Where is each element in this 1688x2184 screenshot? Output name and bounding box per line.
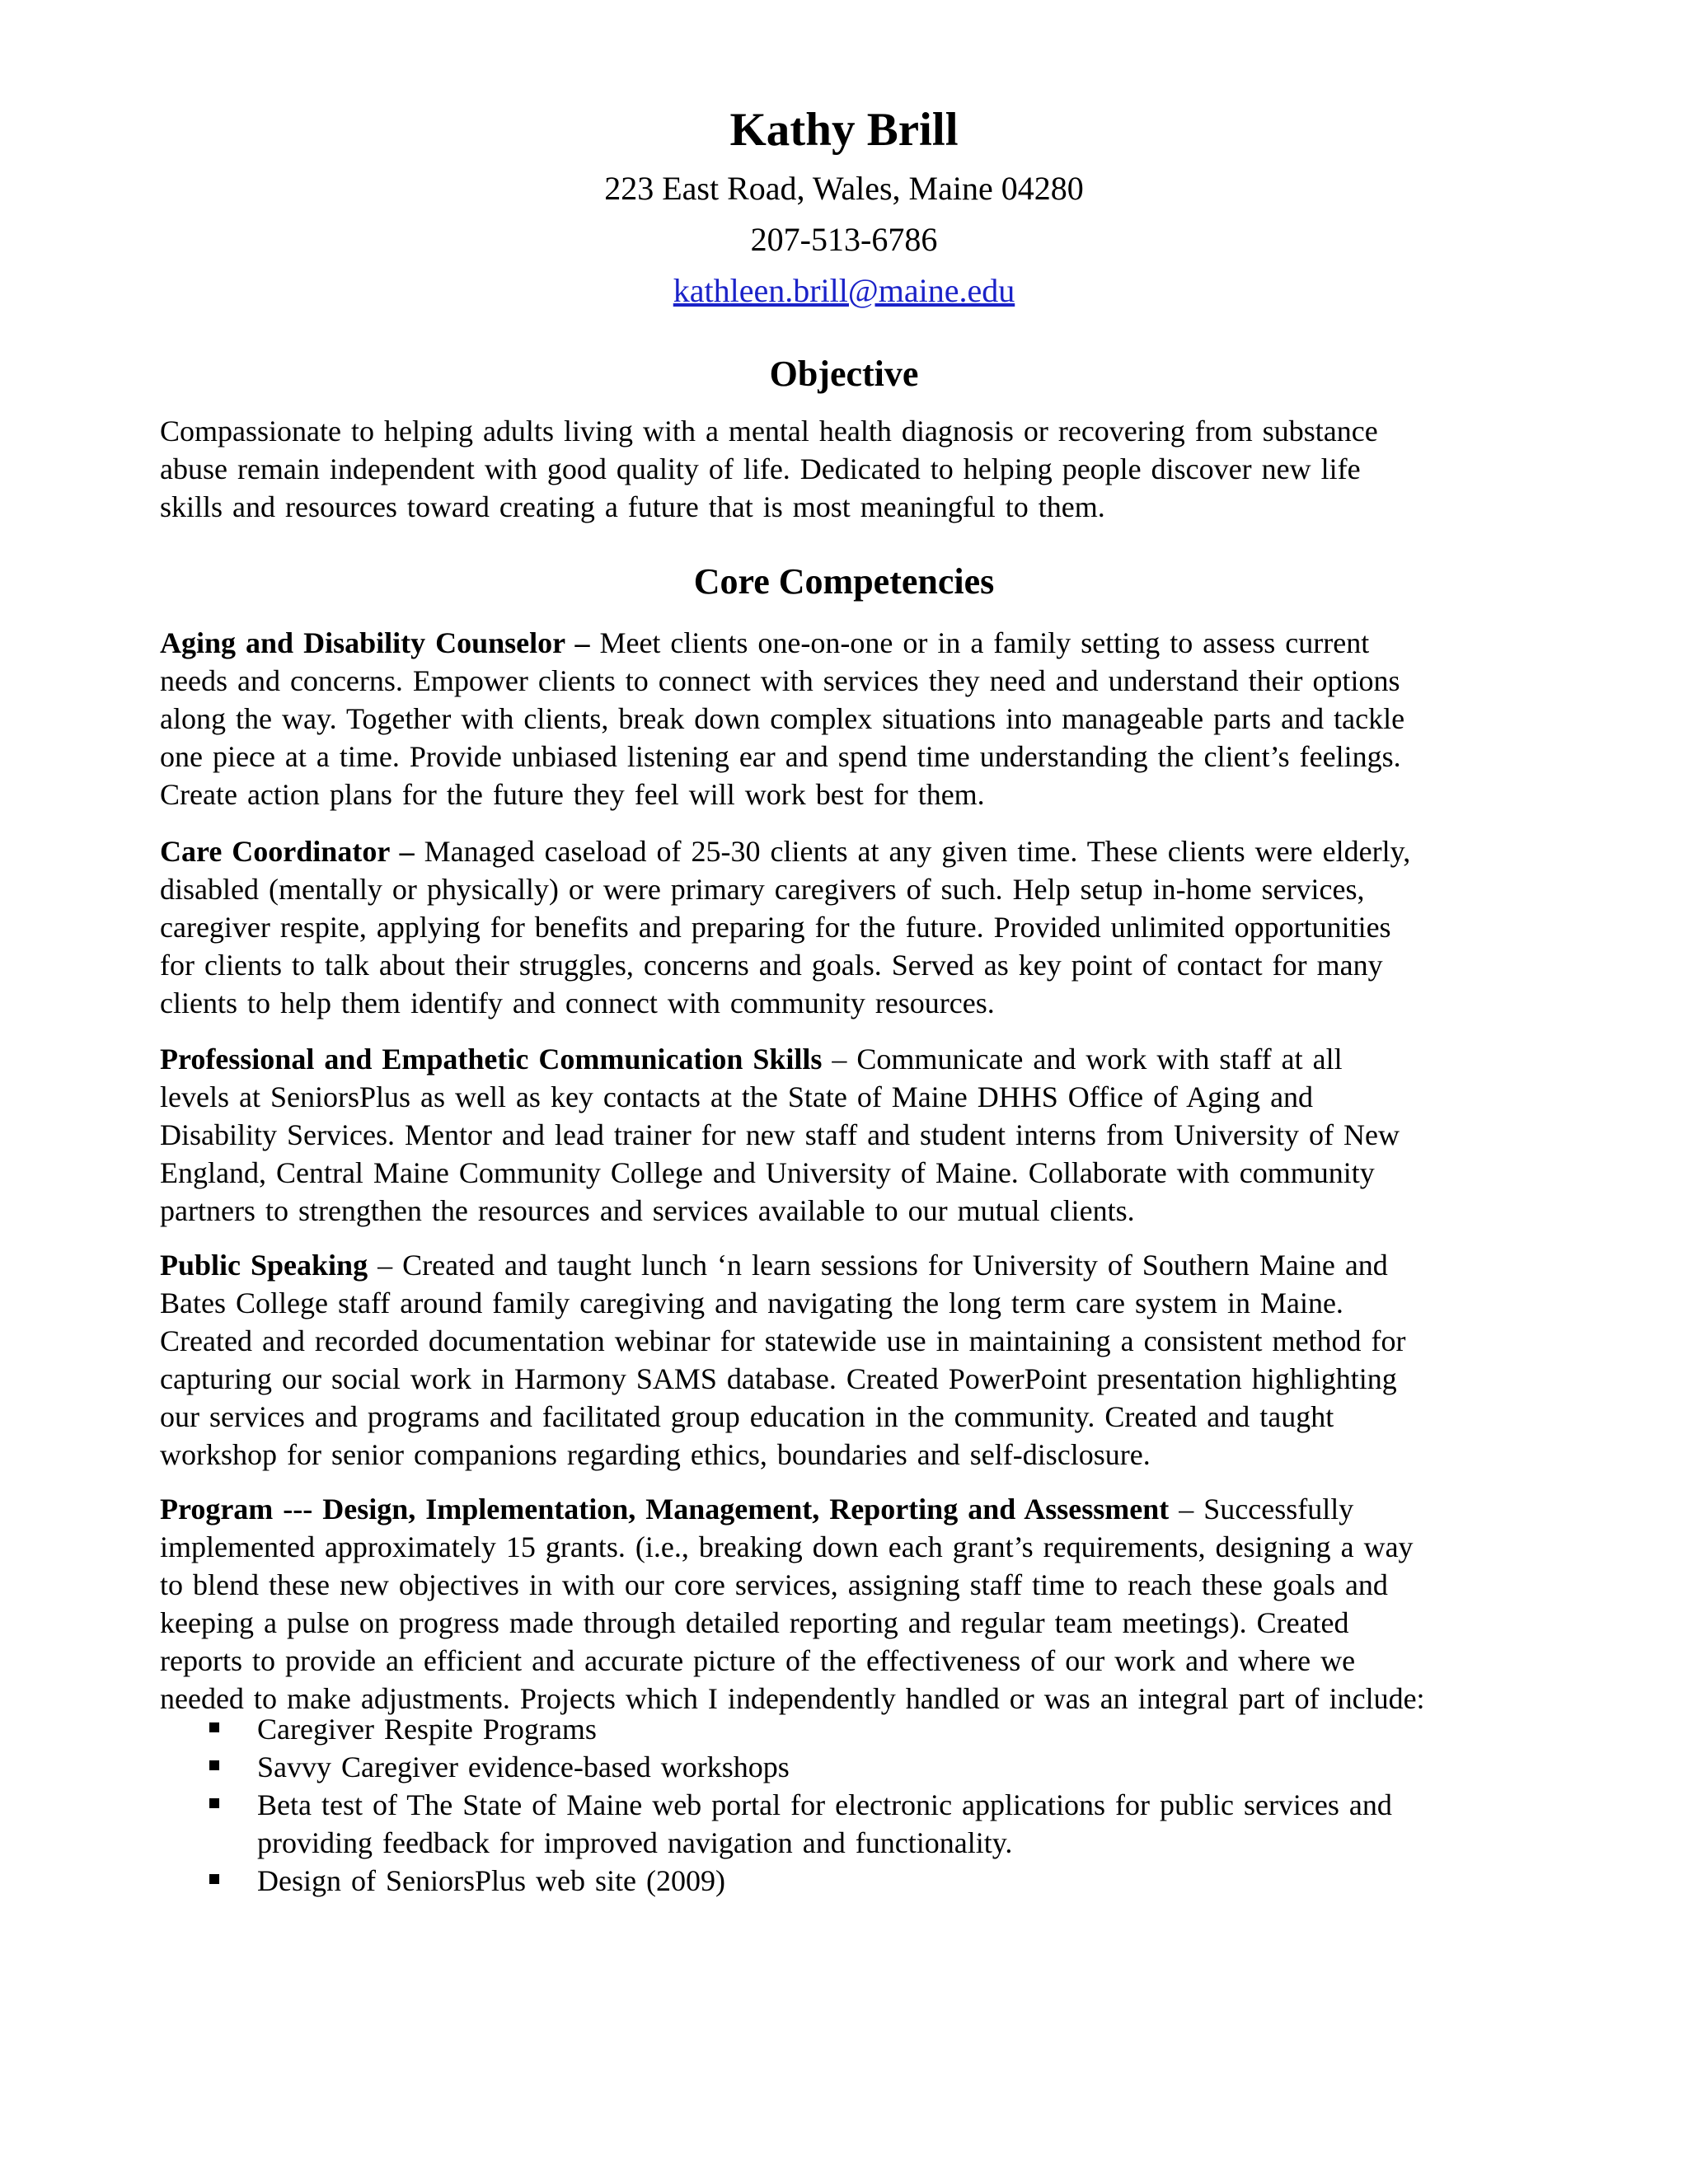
text-line: skills and resources toward creating a future that is most meaningful to them. — [160, 490, 1105, 523]
contact-header — [0, 97, 1688, 316]
text-line — [160, 832, 1528, 870]
text-line: keeping a pulse on progress made through detailed reporting and regular team meetings). Created — [160, 1606, 1349, 1639]
phone-number: 207-513-6786 — [750, 221, 938, 258]
list-item-text: providing feedback for improved navigation and functionality. — [257, 1826, 1013, 1859]
aging-counselor-paragraph — [160, 624, 1528, 813]
email-link[interactable]: kathleen.brill@maine.edu — [673, 272, 1015, 309]
core-competencies-title: Core Competencies — [693, 561, 995, 602]
square-bullet-icon — [209, 1874, 219, 1884]
care-coordinator-paragraph — [160, 832, 1528, 1022]
objective-title: Objective — [769, 354, 919, 394]
text-line: needed to make adjustments. Projects which I independently handled or was an integral part of include: — [160, 1682, 1425, 1715]
text-line: to blend these new objectives in with our core services, assigning staff time to reach these goals and — [160, 1568, 1388, 1601]
aging-counselor-heading: Aging and Disability Counselor – — [160, 626, 590, 659]
text-line: our services and programs and facilitated group education in the community. Created and taught — [160, 1400, 1334, 1433]
applicant-name: Kathy Brill — [729, 104, 959, 156]
text-line — [160, 1490, 1528, 1528]
square-bullet-icon — [209, 1798, 219, 1808]
text-line: Bates College staff around family caregiving and navigating the long term care system in Maine. — [160, 1286, 1343, 1319]
communication-first-line: – Communicate and work with staff at all — [822, 1043, 1343, 1076]
list-item — [160, 1786, 1561, 1862]
square-bullet-icon — [209, 1760, 219, 1770]
text-line — [160, 1040, 1528, 1078]
program-first-line: – Successfully — [1169, 1493, 1354, 1526]
text-line — [160, 624, 1528, 662]
aging-first-line: Meet clients one-on-one or in a family setting to assess current — [589, 626, 1370, 659]
text-line: Compassionate to helping adults living with a mental health diagnosis or recovering from substance — [160, 415, 1378, 448]
text-line — [160, 1246, 1528, 1284]
list-item-text: Caregiver Respite Programs — [257, 1713, 597, 1746]
text-line: needs and concerns. Empower clients to connect with services they need and understand their options — [160, 664, 1400, 697]
text-line: levels at SeniorsPlus as well as key contacts at the State of Maine DHHS Office of Aging and — [160, 1080, 1314, 1113]
text-line: abuse remain independent with good quality of life. Dedicated to helping people discover new life — [160, 452, 1361, 485]
text-line: one piece at a time. Provide unbiased listening ear and spend time understanding the client’s feelings. — [160, 740, 1401, 773]
public-first-line: – Created and taught lunch ‘n learn sessions for University of Southern Maine and — [368, 1249, 1388, 1282]
objective-text — [160, 412, 1528, 526]
list-item-text: Savvy Caregiver evidence-based workshops — [257, 1750, 790, 1783]
text-line: disabled (mentally or physically) or were primary caregivers of such. Help setup in-home services, — [160, 873, 1365, 906]
text-line: capturing our social work in Harmony SAMS database. Created PowerPoint presentation highlighting — [160, 1362, 1397, 1395]
text-line: along the way. Together with clients, break down complex situations into manageable parts and tackle — [160, 702, 1405, 735]
text-line: Disability Services. Mentor and lead trainer for new staff and student interns from University of New — [160, 1118, 1400, 1151]
text-line: workshop for senior companions regarding ethics, boundaries and self-disclosure. — [160, 1438, 1151, 1471]
text-line: Create action plans for the future they feel will work best for them. — [160, 778, 985, 811]
communication-skills-heading: Professional and Empathetic Communication Skills — [160, 1043, 823, 1076]
communication-skills-paragraph — [160, 1040, 1528, 1230]
text-line: clients to help them identify and connect with community resources. — [160, 987, 995, 1019]
public-speaking-paragraph — [160, 1246, 1528, 1474]
list-item — [160, 1710, 1561, 1748]
projects-list — [160, 1710, 1561, 1900]
program-heading: Program --- Design, Implementation, Management, Reporting and Assessment — [160, 1493, 1170, 1526]
email-line — [0, 265, 1688, 316]
care-coordinator-heading: Care Coordinator – — [160, 835, 415, 868]
text-line: caregiver respite, applying for benefits and preparing for the future. Provided unlimited opportunities — [160, 911, 1391, 944]
list-item — [160, 1862, 1561, 1900]
text-line: implemented approximately 15 grants. (i.e., breaking down each grant’s requirements, designing a way — [160, 1530, 1414, 1563]
text-line: England, Central Maine Community College and University of Maine. Collaborate with community — [160, 1156, 1375, 1189]
text-line: Created and recorded documentation webinar for statewide use in maintaining a consistent method for — [160, 1324, 1406, 1357]
care-first-line: Managed caseload of 25-30 clients at any given time. These clients were elderly, — [414, 835, 1411, 868]
text-line: for clients to talk about their struggles, concerns and goals. Served as key point of contact for many — [160, 949, 1383, 982]
text-line: reports to provide an efficient and accurate picture of the effectiveness of our work and where we — [160, 1644, 1356, 1677]
text-line: partners to strengthen the resources and services available to our mutual clients. — [160, 1194, 1135, 1227]
public-speaking-heading: Public Speaking — [160, 1249, 368, 1282]
program-paragraph — [160, 1490, 1528, 1718]
address: 223 East Road, Wales, Maine 04280 — [604, 170, 1084, 207]
list-item — [160, 1748, 1561, 1786]
square-bullet-icon — [209, 1722, 219, 1732]
list-item-text: Beta test of The State of Maine web portal for electronic applications for public services and — [257, 1788, 1392, 1821]
list-item-text: Design of SeniorsPlus web site (2009) — [257, 1864, 725, 1897]
